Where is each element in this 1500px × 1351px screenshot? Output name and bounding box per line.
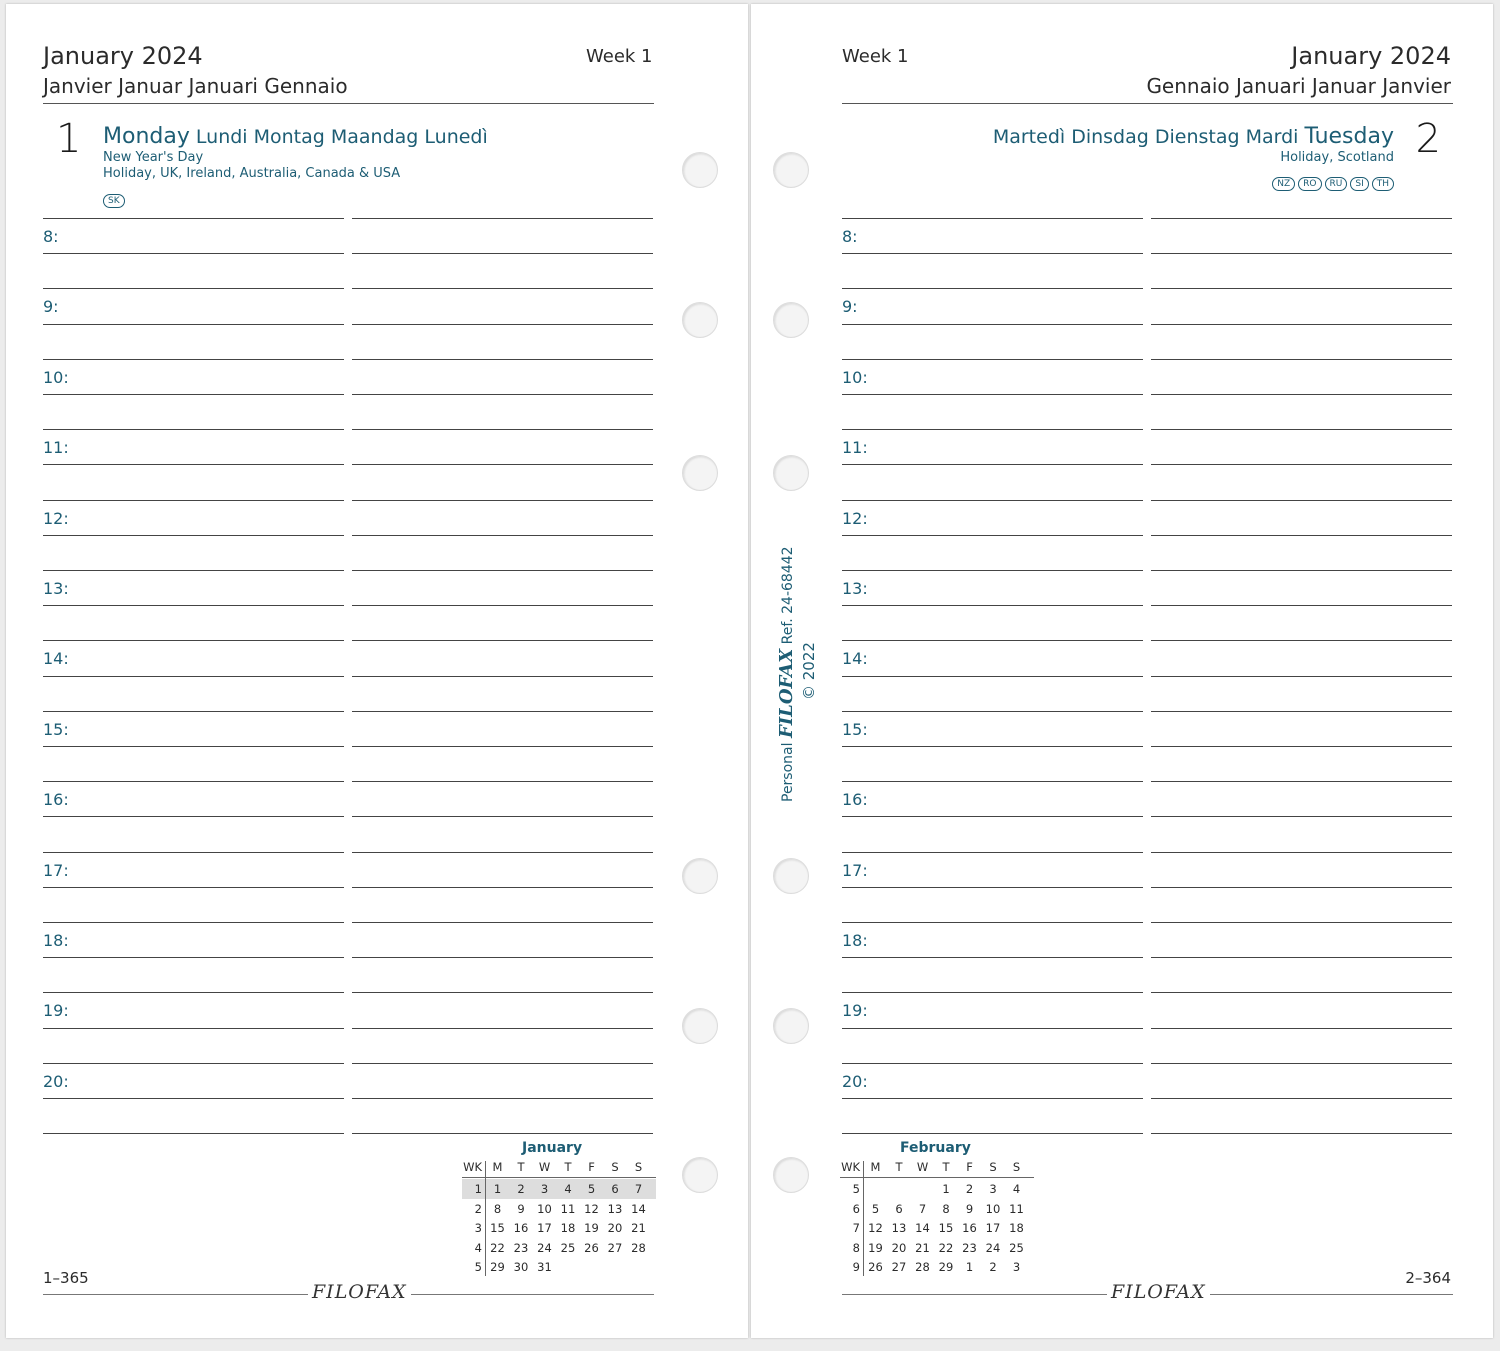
- calendar-day: 8: [493, 1201, 502, 1216]
- writing-line: [1151, 218, 1452, 219]
- writing-line: [842, 570, 1143, 571]
- hour-label: 9:: [842, 297, 858, 316]
- writing-line: [43, 781, 344, 782]
- week-number: 7: [852, 1221, 860, 1235]
- mini-calendar-header: M: [870, 1160, 881, 1174]
- writing-line: [352, 676, 653, 677]
- day-number: 2: [1415, 116, 1441, 162]
- writing-line: [842, 746, 1143, 747]
- calendar-day: 3: [1012, 1260, 1021, 1274]
- writing-line: [842, 676, 1143, 677]
- mini-calendar-header: M: [492, 1160, 503, 1174]
- writing-line: [43, 957, 344, 958]
- hour-label: 8:: [43, 227, 59, 246]
- mini-calendar-rule: [485, 1161, 486, 1276]
- writing-line: [842, 429, 1143, 430]
- calendar-day: 27: [891, 1260, 907, 1274]
- writing-line: [842, 1098, 1143, 1099]
- writing-line: [842, 1028, 1143, 1029]
- writing-line: [1151, 1133, 1452, 1134]
- country-badges: [1272, 171, 1397, 191]
- mini-calendar-header: WK: [841, 1160, 860, 1174]
- writing-line: [43, 429, 344, 430]
- writing-line: [43, 218, 344, 219]
- writing-line: [352, 429, 653, 430]
- writing-line: [352, 852, 653, 853]
- spine-brand-logo: FILOFAX: [776, 648, 797, 739]
- calendar-day: 19: [868, 1240, 883, 1255]
- writing-line: [1151, 1063, 1452, 1064]
- calendar-day: 6: [895, 1201, 903, 1216]
- mini-calendar-header: S: [634, 1160, 643, 1174]
- ref-number: Ref. 24-68442: [780, 546, 796, 645]
- mini-calendar-header: F: [588, 1160, 595, 1174]
- calendar-day: 25: [1009, 1240, 1024, 1255]
- calendar-day: 23: [962, 1240, 977, 1255]
- calendar-day: 11: [1009, 1201, 1024, 1216]
- writing-line: [352, 640, 653, 641]
- mini-calendar-rule: [863, 1161, 864, 1276]
- writing-line: [1151, 781, 1452, 782]
- writing-line: [842, 852, 1143, 853]
- hour-label: 17:: [842, 861, 868, 880]
- hour-label: 14:: [842, 649, 868, 668]
- calendar-day: 5: [587, 1182, 596, 1196]
- calendar-day: 9: [517, 1201, 525, 1216]
- day-name-main: Monday: [103, 124, 190, 149]
- writing-line: [842, 394, 1143, 395]
- calendar-day: 29: [938, 1260, 954, 1274]
- writing-line: [1151, 394, 1452, 395]
- hour-label: 20:: [842, 1072, 868, 1091]
- week-number: 3: [474, 1221, 482, 1235]
- holiday-name: Holiday, Scotland: [1280, 150, 1394, 165]
- calendar-day: 10: [537, 1201, 552, 1216]
- calendar-day: 17: [537, 1221, 552, 1235]
- writing-line: [1151, 816, 1452, 817]
- calendar-day: 7: [634, 1182, 643, 1196]
- week-number: 2: [474, 1201, 482, 1216]
- mini-calendar-header: T: [895, 1160, 903, 1174]
- calendar-day: 14: [915, 1221, 930, 1235]
- binder-hole: [682, 858, 718, 894]
- binder-hole: [682, 1157, 718, 1193]
- writing-line: [352, 1063, 653, 1064]
- writing-line: [43, 535, 344, 536]
- month-translations: Gennaio Januari Januar Janvier: [1146, 74, 1451, 98]
- mini-calendar-header: W: [538, 1160, 551, 1174]
- writing-line: [842, 605, 1143, 606]
- calendar-day: 18: [560, 1221, 576, 1235]
- calendar-day: 22: [938, 1240, 954, 1255]
- calendar-day: 22: [490, 1240, 505, 1255]
- mini-calendar-header: W: [916, 1160, 929, 1174]
- hour-label: 11:: [842, 438, 868, 457]
- week-number: 5: [474, 1260, 482, 1274]
- hour-label: 16:: [43, 790, 69, 809]
- binder-hole: [682, 455, 718, 491]
- writing-line: [1151, 887, 1452, 888]
- writing-line: [352, 324, 653, 325]
- calendar-day: 4: [564, 1182, 572, 1196]
- hour-label: 19:: [842, 1001, 868, 1020]
- left-diary-page: [6, 4, 748, 1338]
- writing-line: [352, 218, 653, 219]
- writing-line: [352, 570, 653, 571]
- writing-line: [842, 922, 1143, 923]
- hour-label: 9:: [43, 297, 59, 316]
- country-badge: NZ: [1272, 177, 1295, 191]
- writing-line: [1151, 324, 1452, 325]
- writing-line: [43, 746, 344, 747]
- calendar-day: 25: [560, 1240, 576, 1255]
- hour-label: 13:: [43, 579, 69, 598]
- calendar-day: 15: [490, 1221, 505, 1235]
- writing-line: [1151, 570, 1452, 571]
- calendar-day: 8: [942, 1201, 950, 1216]
- writing-line: [352, 957, 653, 958]
- writing-line: [352, 288, 653, 289]
- mini-calendar-header: WK: [463, 1160, 482, 1174]
- writing-line: [842, 288, 1143, 289]
- mini-calendar-header: S: [611, 1160, 619, 1174]
- writing-line: [43, 570, 344, 571]
- writing-line: [1151, 746, 1452, 747]
- country-badge: RO: [1298, 177, 1321, 191]
- week-number: 4: [474, 1240, 482, 1255]
- hour-label: 15:: [842, 720, 868, 739]
- country-badge: SK: [103, 194, 125, 208]
- writing-line: [1151, 464, 1452, 465]
- day-names: [993, 124, 1394, 149]
- writing-line: [842, 1133, 1143, 1134]
- calendar-day: 14: [631, 1201, 646, 1216]
- calendar-day: 28: [631, 1240, 646, 1255]
- writing-line: [1151, 288, 1452, 289]
- country-badge: TH: [1372, 177, 1394, 191]
- spine-imprint: [776, 548, 826, 808]
- calendar-day: 31: [537, 1260, 552, 1274]
- writing-line: [1151, 676, 1452, 677]
- calendar-day: 3: [989, 1182, 997, 1196]
- writing-line: [43, 605, 344, 606]
- writing-line: [43, 1028, 344, 1029]
- writing-line: [43, 324, 344, 325]
- day-names: [103, 124, 488, 149]
- calendar-day: 16: [513, 1221, 529, 1235]
- writing-line: [352, 746, 653, 747]
- binder-hole: [773, 1157, 809, 1193]
- writing-line: [43, 992, 344, 993]
- size-label: Personal: [780, 742, 796, 802]
- hour-label: 10:: [43, 368, 69, 387]
- writing-line: [1151, 640, 1452, 641]
- writing-line: [842, 535, 1143, 536]
- writing-line: [842, 887, 1143, 888]
- week-number: 9: [852, 1260, 860, 1274]
- mini-calendar-header: S: [1012, 1160, 1021, 1174]
- filofax-logo: FILOFAX: [308, 1281, 411, 1303]
- day-name-main: Tuesday: [1304, 124, 1394, 149]
- calendar-day: 1: [965, 1260, 974, 1274]
- writing-line: [1151, 535, 1452, 536]
- calendar-day: 1: [493, 1182, 502, 1196]
- calendar-day: 28: [915, 1260, 930, 1274]
- binder-hole: [682, 1008, 718, 1044]
- week-number: 1: [474, 1182, 482, 1196]
- month-translations: Janvier Januar Januari Gennaio: [43, 74, 348, 98]
- writing-line: [842, 1063, 1143, 1064]
- country-badge: RU: [1325, 177, 1348, 191]
- calendar-day: 12: [584, 1201, 599, 1216]
- writing-line: [352, 500, 653, 501]
- writing-line: [43, 394, 344, 395]
- writing-line: [352, 1098, 653, 1099]
- calendar-day: 7: [918, 1201, 927, 1216]
- writing-line: [842, 711, 1143, 712]
- writing-line: [1151, 500, 1452, 501]
- calendar-day: 23: [513, 1240, 529, 1255]
- calendar-day: 10: [985, 1201, 1001, 1216]
- hour-label: 18:: [43, 931, 69, 950]
- writing-line: [1151, 852, 1452, 853]
- writing-line: [352, 922, 653, 923]
- writing-line: [1151, 605, 1452, 606]
- writing-line: [352, 816, 653, 817]
- writing-line: [842, 957, 1143, 958]
- calendar-day: 3: [540, 1182, 549, 1196]
- writing-line: [842, 816, 1143, 817]
- calendar-day: 4: [1012, 1182, 1021, 1196]
- writing-line: [352, 253, 653, 254]
- writing-line: [43, 887, 344, 888]
- day-number: 1: [56, 116, 82, 162]
- calendar-day: 2: [517, 1182, 525, 1196]
- writing-line: [43, 816, 344, 817]
- hour-label: 8:: [842, 227, 858, 246]
- calendar-day: 20: [607, 1221, 623, 1235]
- binder-hole: [682, 302, 718, 338]
- writing-line: [1151, 429, 1452, 430]
- hour-label: 17:: [43, 861, 69, 880]
- writing-line: [352, 605, 653, 606]
- calendar-day: 2: [989, 1260, 997, 1274]
- writing-line: [842, 500, 1143, 501]
- hour-label: 14:: [43, 649, 69, 668]
- hour-label: 12:: [43, 509, 69, 528]
- hour-label: 10:: [842, 368, 868, 387]
- calendar-day: 26: [584, 1240, 599, 1255]
- filofax-logo: FILOFAX: [1107, 1281, 1210, 1303]
- writing-line: [352, 1133, 653, 1134]
- binder-hole: [773, 1008, 809, 1044]
- week-label: Week 1: [842, 46, 909, 67]
- writing-line: [842, 324, 1143, 325]
- writing-line: [43, 852, 344, 853]
- spine-copyright: © 2022: [800, 642, 818, 700]
- month-title: January 2024: [1291, 42, 1451, 70]
- header-rule: [43, 103, 654, 104]
- writing-line: [352, 1028, 653, 1029]
- hour-label: 20:: [43, 1072, 69, 1091]
- hour-label: 18:: [842, 931, 868, 950]
- calendar-day: 12: [868, 1221, 883, 1235]
- writing-line: [43, 676, 344, 677]
- calendar-day: 24: [985, 1240, 1001, 1255]
- page-number: 2–364: [1405, 1269, 1451, 1287]
- binder-hole: [682, 152, 718, 188]
- writing-line: [352, 394, 653, 395]
- hour-label: 12:: [842, 509, 868, 528]
- writing-line: [1151, 1028, 1452, 1029]
- hour-label: 11:: [43, 438, 69, 457]
- mini-calendar-rule: [840, 1177, 1034, 1178]
- writing-line: [1151, 711, 1452, 712]
- header-rule: [842, 103, 1453, 104]
- calendar-day: 21: [915, 1240, 930, 1255]
- writing-line: [43, 464, 344, 465]
- hour-label: 15:: [43, 720, 69, 739]
- day-name-translations: Martedì Dinsdag Dienstag Mardi: [992, 126, 1299, 148]
- writing-line: [842, 992, 1143, 993]
- writing-line: [842, 359, 1143, 360]
- writing-line: [43, 359, 344, 360]
- calendar-day: 2: [965, 1182, 974, 1196]
- writing-line: [842, 218, 1143, 219]
- calendar-day: 11: [560, 1201, 576, 1216]
- mini-calendar-header: T: [517, 1160, 525, 1174]
- writing-line: [43, 1098, 344, 1099]
- writing-line: [1151, 922, 1452, 923]
- calendar-day: 29: [490, 1260, 505, 1274]
- writing-line: [1151, 253, 1452, 254]
- calendar-day: 21: [631, 1221, 646, 1235]
- holiday-name: New Year's Day: [103, 150, 204, 165]
- calendar-day: 15: [938, 1221, 954, 1235]
- hour-label: 16:: [842, 790, 868, 809]
- writing-line: [43, 500, 344, 501]
- calendar-day: 9: [965, 1201, 974, 1216]
- hour-label: 19:: [43, 1001, 69, 1020]
- calendar-day: 13: [891, 1221, 907, 1235]
- calendar-day: 1: [942, 1182, 950, 1196]
- week-number: 5: [852, 1182, 860, 1196]
- week-number: 8: [852, 1240, 860, 1255]
- binder-hole: [773, 152, 809, 188]
- spine-line-1: [776, 546, 797, 802]
- writing-line: [43, 1133, 344, 1134]
- right-diary-page: [751, 4, 1493, 1338]
- country-badge: SI: [1350, 177, 1368, 191]
- binder-hole: [773, 455, 809, 491]
- mini-calendar-header: T: [942, 1160, 950, 1174]
- writing-line: [1151, 992, 1452, 993]
- calendar-day: 5: [871, 1201, 880, 1216]
- mini-calendar-header: F: [966, 1160, 973, 1174]
- calendar-day: 6: [611, 1182, 619, 1196]
- calendar-day: 16: [962, 1221, 977, 1235]
- writing-line: [352, 464, 653, 465]
- calendar-day: 26: [868, 1260, 883, 1274]
- writing-line: [352, 359, 653, 360]
- writing-line: [43, 288, 344, 289]
- mini-calendar-january: [462, 1140, 656, 1275]
- country-badges: [103, 188, 128, 208]
- mini-calendar-rule: [462, 1177, 656, 1178]
- writing-line: [352, 992, 653, 993]
- page-number: 1–365: [43, 1269, 89, 1287]
- writing-line: [842, 464, 1143, 465]
- mini-calendar-february: [840, 1140, 1034, 1275]
- calendar-day: 27: [607, 1240, 623, 1255]
- holiday-countries: Holiday, UK, Ireland, Australia, Canada & USA: [103, 166, 401, 181]
- week-label: Week 1: [586, 46, 653, 67]
- week-number: 6: [852, 1201, 860, 1216]
- hour-label: 13:: [842, 579, 868, 598]
- calendar-day: 18: [1009, 1221, 1024, 1235]
- writing-line: [842, 253, 1143, 254]
- binder-hole: [773, 858, 809, 894]
- writing-line: [842, 640, 1143, 641]
- writing-line: [1151, 359, 1452, 360]
- mini-calendar-header: T: [564, 1160, 572, 1174]
- writing-line: [352, 535, 653, 536]
- calendar-day: 20: [891, 1240, 907, 1255]
- writing-line: [352, 887, 653, 888]
- writing-line: [43, 922, 344, 923]
- calendar-day: 17: [985, 1221, 1001, 1235]
- calendar-day: 13: [607, 1201, 623, 1216]
- binder-hole: [773, 302, 809, 338]
- writing-line: [43, 640, 344, 641]
- writing-line: [43, 253, 344, 254]
- writing-line: [352, 781, 653, 782]
- writing-line: [842, 781, 1143, 782]
- writing-line: [1151, 957, 1452, 958]
- calendar-day: 19: [584, 1221, 599, 1235]
- day-name-translations: Lundi Montag Maandag Lunedì: [195, 126, 488, 148]
- calendar-day: 24: [537, 1240, 552, 1255]
- calendar-day: 30: [513, 1260, 529, 1274]
- mini-calendar-title: January: [522, 1140, 583, 1156]
- writing-line: [352, 711, 653, 712]
- writing-line: [43, 1063, 344, 1064]
- month-title: January 2024: [43, 42, 203, 70]
- mini-calendar-header: S: [989, 1160, 997, 1174]
- mini-calendar-title: February: [900, 1140, 971, 1156]
- writing-line: [43, 711, 344, 712]
- writing-line: [1151, 1098, 1452, 1099]
